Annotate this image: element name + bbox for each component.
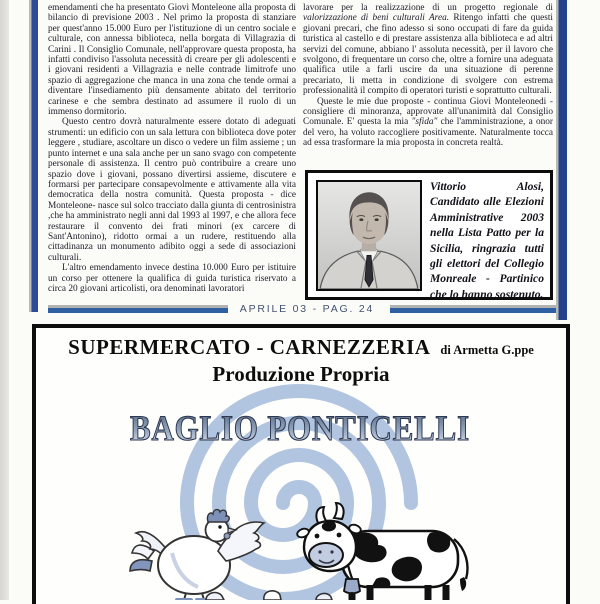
article-left-column <box>48 3 296 294</box>
candidate-photo-frame <box>305 170 553 300</box>
paragraph: L'altro emendamento invece destina 10.000 Euro per istituire un corso per ottenere la qualifica di guida turistica riservato a circa 20 giovani articolisti, ora denominati lavoratori <box>48 263 296 294</box>
ad-owner: di Armetta G.ppe <box>440 343 534 357</box>
paragraph <box>303 3 553 97</box>
ad-store-title: SUPERMERCATO - CARNEZZERIA <box>68 335 431 359</box>
italic-phrase: "sfida" <box>411 117 438 128</box>
ad-artwork <box>36 383 564 600</box>
paragraph-text: lavorare per la realizzazione di un progetto regionale di <box>303 3 553 13</box>
left-page-rule <box>29 0 38 312</box>
advertisement <box>32 324 570 604</box>
footer-rule-right <box>390 305 556 313</box>
paragraph-text: che l'amministrazione, a onor del vero, ha voluto raccogliere positivamente. Naturalmente tocca ad essa trasformare la mia proposta in concreta realtà. <box>303 117 553 149</box>
ad-art-canvas <box>36 383 564 600</box>
portrait-photo <box>316 180 422 291</box>
ad-brand-name: BAGLIO PONTICELLI <box>130 408 470 448</box>
italic-phrase: valorizzazione di beni culturali Area. <box>303 13 450 24</box>
scan-edge <box>0 0 9 600</box>
ad-headline <box>36 335 566 360</box>
photo-caption: Vittorio Alosi, Candidato alle Elezioni Amministrative 2003 nella Lista Patto per la Sicilia, ringrazia tutti gli elettori del Collegio Monreale - Partinico che lo hanno sostenuto. <box>430 180 544 301</box>
ad-subtitle: Produzione Propria <box>212 362 390 386</box>
right-page-rule <box>556 0 567 320</box>
page-footer-label: APRILE 03 - PAG. 24 <box>239 303 375 315</box>
footer-rule-left <box>48 305 228 313</box>
paragraph: Questo centro dovrà naturalmente essere dotato di adeguati strumenti: un edificio con un sala lettura con biblioteca dove poter leggere , studiare, ascoltare un disco o vedere un film assieme ; un punto internet e una sala anche per un sano svago con competente personale di assistenza. Il centro può contribuire a creare uno spazio dove i giovani, possano divertirsi assieme, discutere e formarsi per partecipare consapevolmente e attivamente alla vita democratica della nostra comunità. Questa proposta - dice Monteleone- nasce sul solco tracciato dalla giunta di centrosinistra ,che ha amministrato negli anni dal 1993 al 1997, e che allora fece restaurare il convento dei frati minori (ex carcere di Sant'Antonino), ridotto ormai a un rudere, restituendo alla cittadinanza un monumento adibito oggi a sede di associazioni culturali. <box>48 117 296 263</box>
paragraph: emendamenti che ha presentato Giovì Monteleone alla proposta di bilancio di previsione 2003 . Nel primo la proposta di stanziare per quest'anno 15.000 Euro per l'istituzione di un centro sociale e culturale, con annessa biblioteca, nella borgata di Villagrazia di Carini . Il Consiglio Comunale, nell'approvare questa proposta, ha infatti condiviso l'assoluta necessità di creare per gli adolescenti e i giovani residenti a Villagrazia e nelle contrade limitrofe uno spazio di aggregazione che manca in una zona che tende ormai a diventare l'insediamento più densamente abitato del territorio carinese e che sembra destinato ad assumere il ruolo di un immenso dormitorio. <box>48 3 296 118</box>
paragraph-text: Ritengo infatti che questi giovani precari, che fino adesso si sono occupati di fare da guida turistica al castello e di prestare assistenza alla biblioteca e ad altri servizi del comune, abbiano l' assoluta necessità, per il lavoro che svolgono, di frequentare un corso che, oltre a fornire una adeguata qualifica utile a farli uscire da una situazione di perenne precariato, li metta in condizione di svolgere con estrema professionalità il compito di operatori turisti e soprattutto culturali. <box>303 13 554 97</box>
portrait-illustration <box>318 182 420 289</box>
article-right-column <box>303 3 553 149</box>
paragraph <box>303 97 553 149</box>
paragraph-text: Queste le mie due proposte - continua Giovì Monteleonedi - consigliere di minoranza, approvate all'unanimità dal Consiglio Comunale. E' questa la mia <box>303 96 553 128</box>
